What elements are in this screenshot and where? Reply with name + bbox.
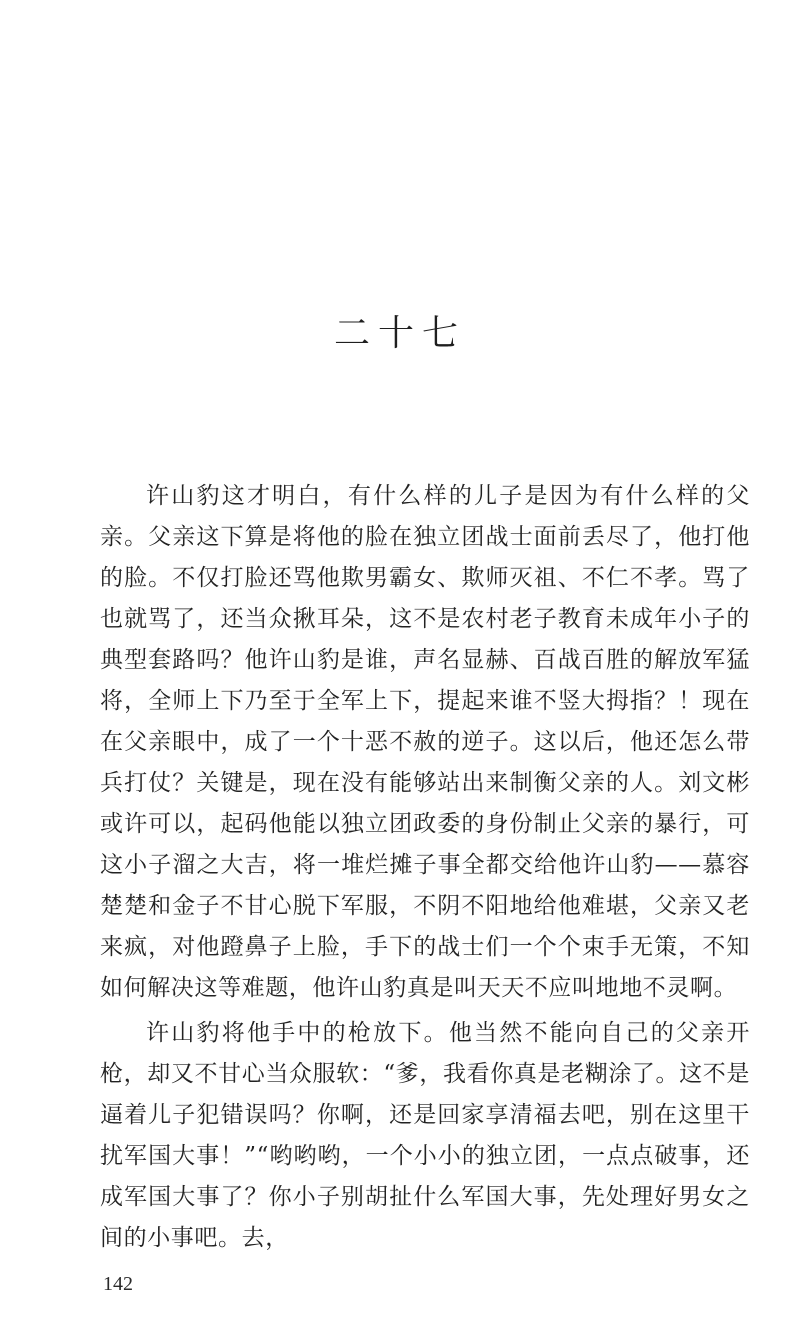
paragraph: 许山豹这才明白，有什么样的儿子是因为有什么样的父亲。父亲这下算是将他的脸在独立团战士面前丢尽了，他打他的脸。不仅打脸还骂他欺男霸女、欺师灭祖、不仁不孝。骂了也就骂了，还当众揪耳朵，这不是农村老子教育未成年小子的典型套路吗？他许山豹是谁，声名显赫、百战百胜的解放军猛将，全师上下乃至于全军上下，提起来谁不竖大拇指？！现在在父亲眼中，成了一个十恶不赦的逆子。这以后，他还怎么带兵打仗？关键是，现在没有能够站出来制衡父亲的人。刘文彬或许可以，起码他能以独立团政委的身份制止父亲的暴行，可这小子溜之大吉，将一堆烂摊子事全都交给他许山豹——慕容楚楚和金子不甘心脱下军服，不阴不阳地给他难堪，父亲又老来疯，对他蹬鼻子上脸，手下的战士们一个个束手无策，不知如何解决这等难题，他许山豹真是叫天天不应叫地地不灵啊。 <box>100 483 750 1001</box>
page-number: 142 <box>103 1273 133 1295</box>
chapter-title: 二十七 <box>333 313 466 354</box>
paragraph: 许山豹将他手中的枪放下。他当然不能向自己的父亲开枪，却又不甘心当众服软：“爹，我看你真是老糊涂了。这不是逼着儿子犯错误吗？你啊，还是回家享清福去吧，别在这里干扰军国大事！”“哟哟哟，一个小小的独立团，一点点破事，还成军国大事了？你小子别胡扯什么军国大事，先处理好男女之间的小事吧。去， <box>100 1020 750 1251</box>
body-text <box>100 476 750 1259</box>
